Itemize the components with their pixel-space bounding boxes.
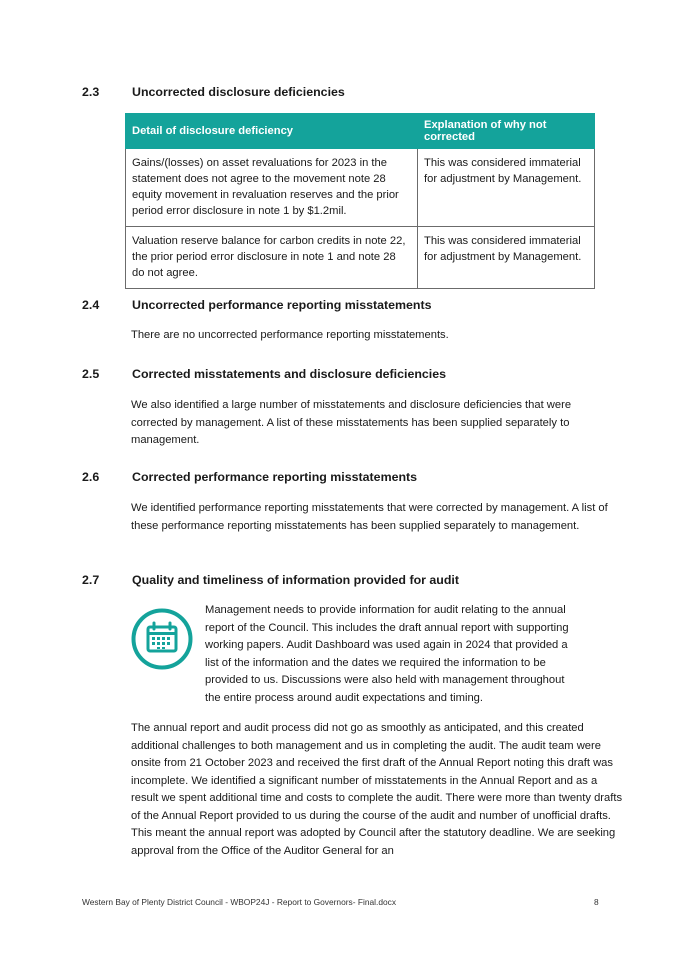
intro-line: Management needs to provide information for audit relating to the annual [205, 604, 566, 616]
section-number: 2.3 [82, 85, 100, 99]
section-title: Corrected performance reporting misstatements [132, 470, 418, 484]
section-title: Corrected misstatements and disclosure deficiencies [132, 367, 447, 381]
table-cell-detail: Gains/(losses) on asset revaluations for 2023 in the statement does not agree to the movement note 28 equity movement in revaluation reserves and the prior period error disclosure in note 1 by $1.2mil. [126, 149, 418, 227]
table-header-detail: Detail of disclosure deficiency [126, 114, 418, 149]
table-cell-explanation: This was considered immaterial for adjustment by Management. [418, 149, 595, 227]
section-number: 2.6 [82, 470, 100, 484]
intro-line: provided to us. Discussions were also held with management throughout [205, 674, 565, 686]
calendar-icon [131, 608, 193, 670]
section-title: Quality and timeliness of information provided for audit [132, 573, 460, 587]
section-number: 2.4 [82, 298, 100, 312]
table-row [126, 149, 595, 227]
section-2-7-intro [205, 602, 615, 707]
intro-line: report of the Council. This includes the draft annual report with supporting [205, 621, 569, 634]
section-2-6-text: We identified performance reporting misstatements that were corrected by management. A list of these performance reporting misstatements has been supplied separately to management. [131, 502, 608, 532]
section-2-4-text: There are no uncorrected performance reporting misstatements. [131, 329, 449, 341]
table-header-explanation: Explanation of why not corrected [418, 114, 595, 149]
footer-document-name: Western Bay of Plenty District Council - WBOP24J - Report to Governors- Final.docx [82, 897, 397, 907]
intro-line: working papers. Audit Dashboard was used again in 2024 that provided a [205, 639, 568, 651]
footer-page-number: 8 [594, 897, 599, 907]
section-2-7-text: The annual report and audit process did not go as smoothly as anticipated, and this created additional challenges to both management and us in completing the audit. The audit team were onsite from 21 October 2023 and received the first draft of the Annual Report noting this draft was incomplete. We identified a significant number of misstatements in the Annual Report and as a result we spent additional time and costs to complete the audit. There were more than twenty drafts of the Annual Report provided to us during the course of the audit and number of unofficial drafts. This meant the annual report was adopted by Council after the statutory deadline. We are seeking approval from the Office of the Auditor General for an [131, 722, 623, 857]
table-row [126, 227, 595, 289]
section-number: 2.5 [82, 367, 100, 381]
intro-line: list of the information and the dates we required the information to be [205, 656, 546, 669]
intro-line: the entire process around audit expectations and timing. [205, 691, 483, 704]
table-header-row [126, 114, 595, 149]
section-number: 2.7 [82, 573, 100, 587]
section-2-5-text: We also identified a large number of misstatements and disclosure deficiencies that were corrected by management. A list of these misstatements has been supplied separately to management. [131, 399, 572, 446]
section-title: Uncorrected disclosure deficiencies [132, 85, 345, 99]
section-title: Uncorrected performance reporting misstatements [132, 298, 432, 312]
disclosure-deficiency-table [125, 113, 595, 289]
table-cell-explanation: This was considered immaterial for adjustment by Management. [418, 227, 595, 289]
table-cell-detail: Valuation reserve balance for carbon credits in note 22, the prior period error disclosure in note 1 and note 28 do not agree. [126, 227, 418, 289]
